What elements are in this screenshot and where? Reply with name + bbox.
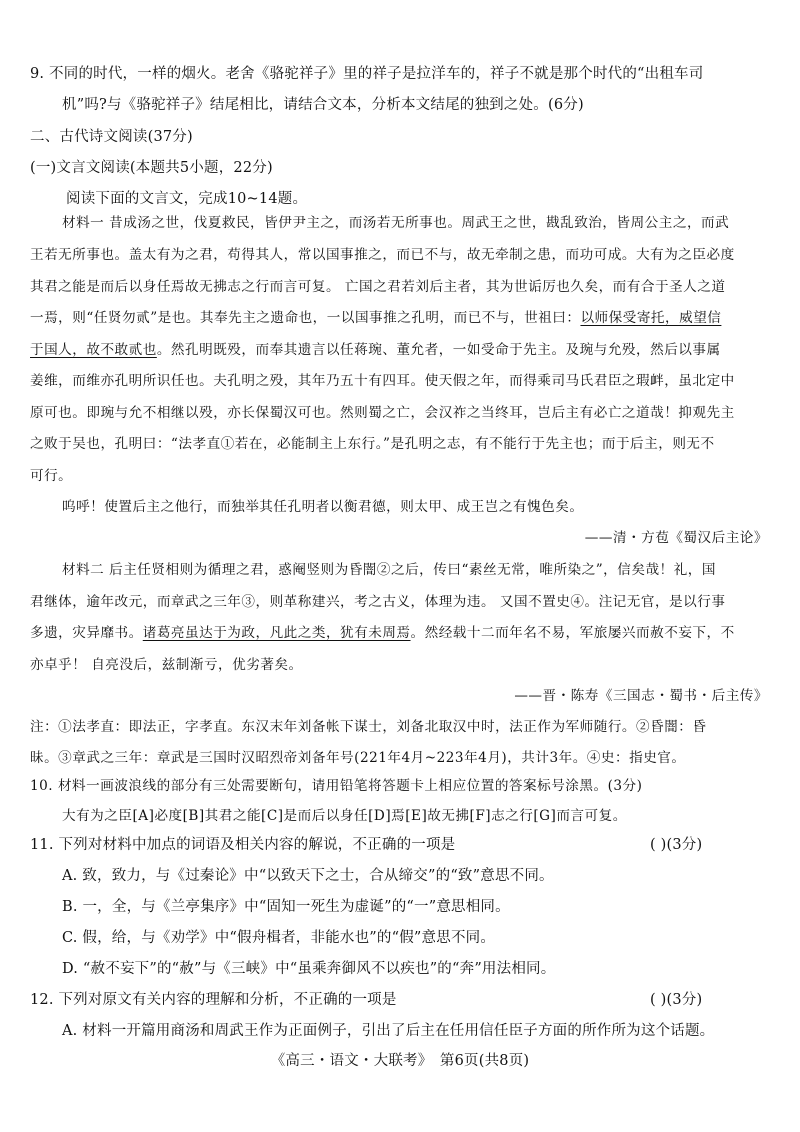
material-1-line-3: 其君之能是而后以身任焉故无拂志之行而言可复。 亡国之君若刘后主者，其为世诟厉也久矣，而有合于圣人之道 <box>30 279 726 295</box>
question-10-punctuation-line: 大有为之臣[A]必度[B]其君之能[C]是而后以身任[D]焉[E]故无拂[F]志之行[G]而言可复。 <box>62 808 627 824</box>
question-12-option-a: A. 材料一开篇用商汤和周武王作为正面例子，引出了后主在任用信任臣子方面的所作所为这个话题。 <box>62 1023 715 1039</box>
material-2-line-4: 亦卓乎！ 自亮没后，兹制渐亏，优劣著矣。 <box>30 657 303 673</box>
material-1-source: ——清・方苞《蜀汉后主论》 <box>584 530 768 546</box>
material-1-line-1: 材料一 昔成汤之世，伐夏救民，皆伊尹主之，而汤若无所事也。周武王之世，戡乱致治，皆周公主之，而武 <box>62 215 730 231</box>
material-1-line-6: 姜维，而维亦孔明所识任也。夫孔明之殁，其年乃五十有四耳。使天假之年，而得乘司马氏君臣之瑕衅，虽北定中 <box>30 373 735 389</box>
question-9-line-1: 9. 不同的时代，一样的烟火。老舍《骆驼祥子》里的祥子是拉洋车的，祥子不就是那个时代的“出租车司 <box>30 66 704 82</box>
question-11-stem: 11. 下列对材料中加点的词语及相关内容的解说，不正确的一项是 <box>30 837 456 853</box>
question-11-option-a: A. 致，致力，与《过秦论》中“以致天下之士，合从缔交”的“致”意思不同。 <box>62 868 554 884</box>
underlined-sentence-part-1: 以师保受寄托，威望信 <box>580 310 722 326</box>
material-1-line-2: 王若无所事也。盖太有为之君，苟得其人，常以国事推之，而已不与，故无牵制之患，而功可成。大有为之臣必度 <box>30 247 735 263</box>
section-2-heading: 二、古代诗文阅读(37分) <box>30 129 193 145</box>
material-2-line-3-text-c: 。然经载十二而年名不易，军旅屡兴而赦不妄下，不 <box>410 625 735 641</box>
notes-line-1: 注：①法孝直：即法正，字孝直。东汉末年刘备帐下谋士，刘备北取汉中时，法正作为军师随行。②昏闇：昏 <box>30 719 707 735</box>
question-12-score: ( )(3分) <box>650 992 703 1008</box>
question-9-line-2: 机”吗?与《骆驼祥子》结尾相比，请结合文本，分析本文结尾的独到之处。(6分) <box>62 97 584 113</box>
material-2-source: ——晋・陈寿《三国志・蜀书・后主传》 <box>514 688 768 704</box>
question-11-score: ( )(3分) <box>650 837 703 853</box>
material-2-line-3 <box>30 623 735 643</box>
material-1-line-7: 原可也。即琬与允不相继以殁，亦长保蜀汉可也。然则蜀之亡，会汉祚之当终耳，岂后主有必亡之道哉！抑观先主 <box>30 405 735 421</box>
material-1-line-4 <box>30 308 721 328</box>
question-11-option-c: C. 假，给，与《劝学》中“假舟楫者，非能水也”的“假”意思不同。 <box>62 930 496 946</box>
question-11-option-b: B. 一，全，与《兰亭集序》中“固知一死生为虚诞”的“一”意思相同。 <box>62 899 510 915</box>
material-1-line-10: 呜呼！使置后主之他行，而独举其任孔明者以衡君德，则太甲、成王岂之有愧色矣。 <box>62 499 584 515</box>
subsection-classical-prose: (一)文言文阅读(本题共5小题，22分) <box>30 160 273 176</box>
material-2-line-2: 君继体，逾年改元，而章武之三年③，则革称建兴，考之古义，体理为违。 又国不置史④。注记无官，是以行事 <box>30 594 726 610</box>
underlined-sentence-material-2: 诸葛亮虽达于为政，凡此之类，犹有未周焉 <box>142 625 411 641</box>
underlined-sentence-part-2: 于国人，故不敢贰也 <box>30 342 157 358</box>
reading-instruction: 阅读下面的文言文，完成10~14题。 <box>66 191 308 207</box>
material-1-line-5-text: 。然孔明既殁，而奉其遗言以任蒋琬、董允者，一如受命于先主。及琬与允殁，然后以事属 <box>156 342 721 358</box>
material-2-line-3-text-a: 多遗，灾异靡书。 <box>30 625 143 641</box>
material-1-line-9: 可行。 <box>30 468 73 484</box>
material-1-line-4-text: 一焉，则“任贤勿贰”是也。其奉先主之遗命也，一以国事推之孔明，而已不与，世祖曰： <box>30 310 581 326</box>
notes-line-2: 昧。③章武之三年：章武是三国时汉昭烈帝刘备年号(221年4月~223年4月)，共计3年。④史：指史官。 <box>30 750 686 766</box>
question-11-option-d: D. “赦不妄下”的“赦”与《三峡》中“虽乘奔御风不以疾也”的“奔”用法相同。 <box>62 961 556 977</box>
material-1-line-5 <box>30 340 721 360</box>
question-10-stem: 10. 材料一画波浪线的部分有三处需要断句，请用铅笔将答题卡上相应位置的答案标号涂黑。(3分) <box>30 778 643 794</box>
material-1-line-8: 之败于吴也，孔明曰：“法孝直①若在，必能制主上东行。”是孔明之志，有不能行于先主也；而于后主，则无不 <box>30 436 715 452</box>
page-footer: 《高三・语文・大联考》 第6页(共8页) <box>270 1053 530 1069</box>
question-12-stem: 12. 下列对原文有关内容的理解和分析，不正确的一项是 <box>30 992 397 1008</box>
material-2-line-1: 材料二 后主任贤相则为循理之君，惑阉竖则为昏闇②之后，传曰“素丝无常，唯所染之”，信矣哉！礼，国 <box>62 562 716 578</box>
